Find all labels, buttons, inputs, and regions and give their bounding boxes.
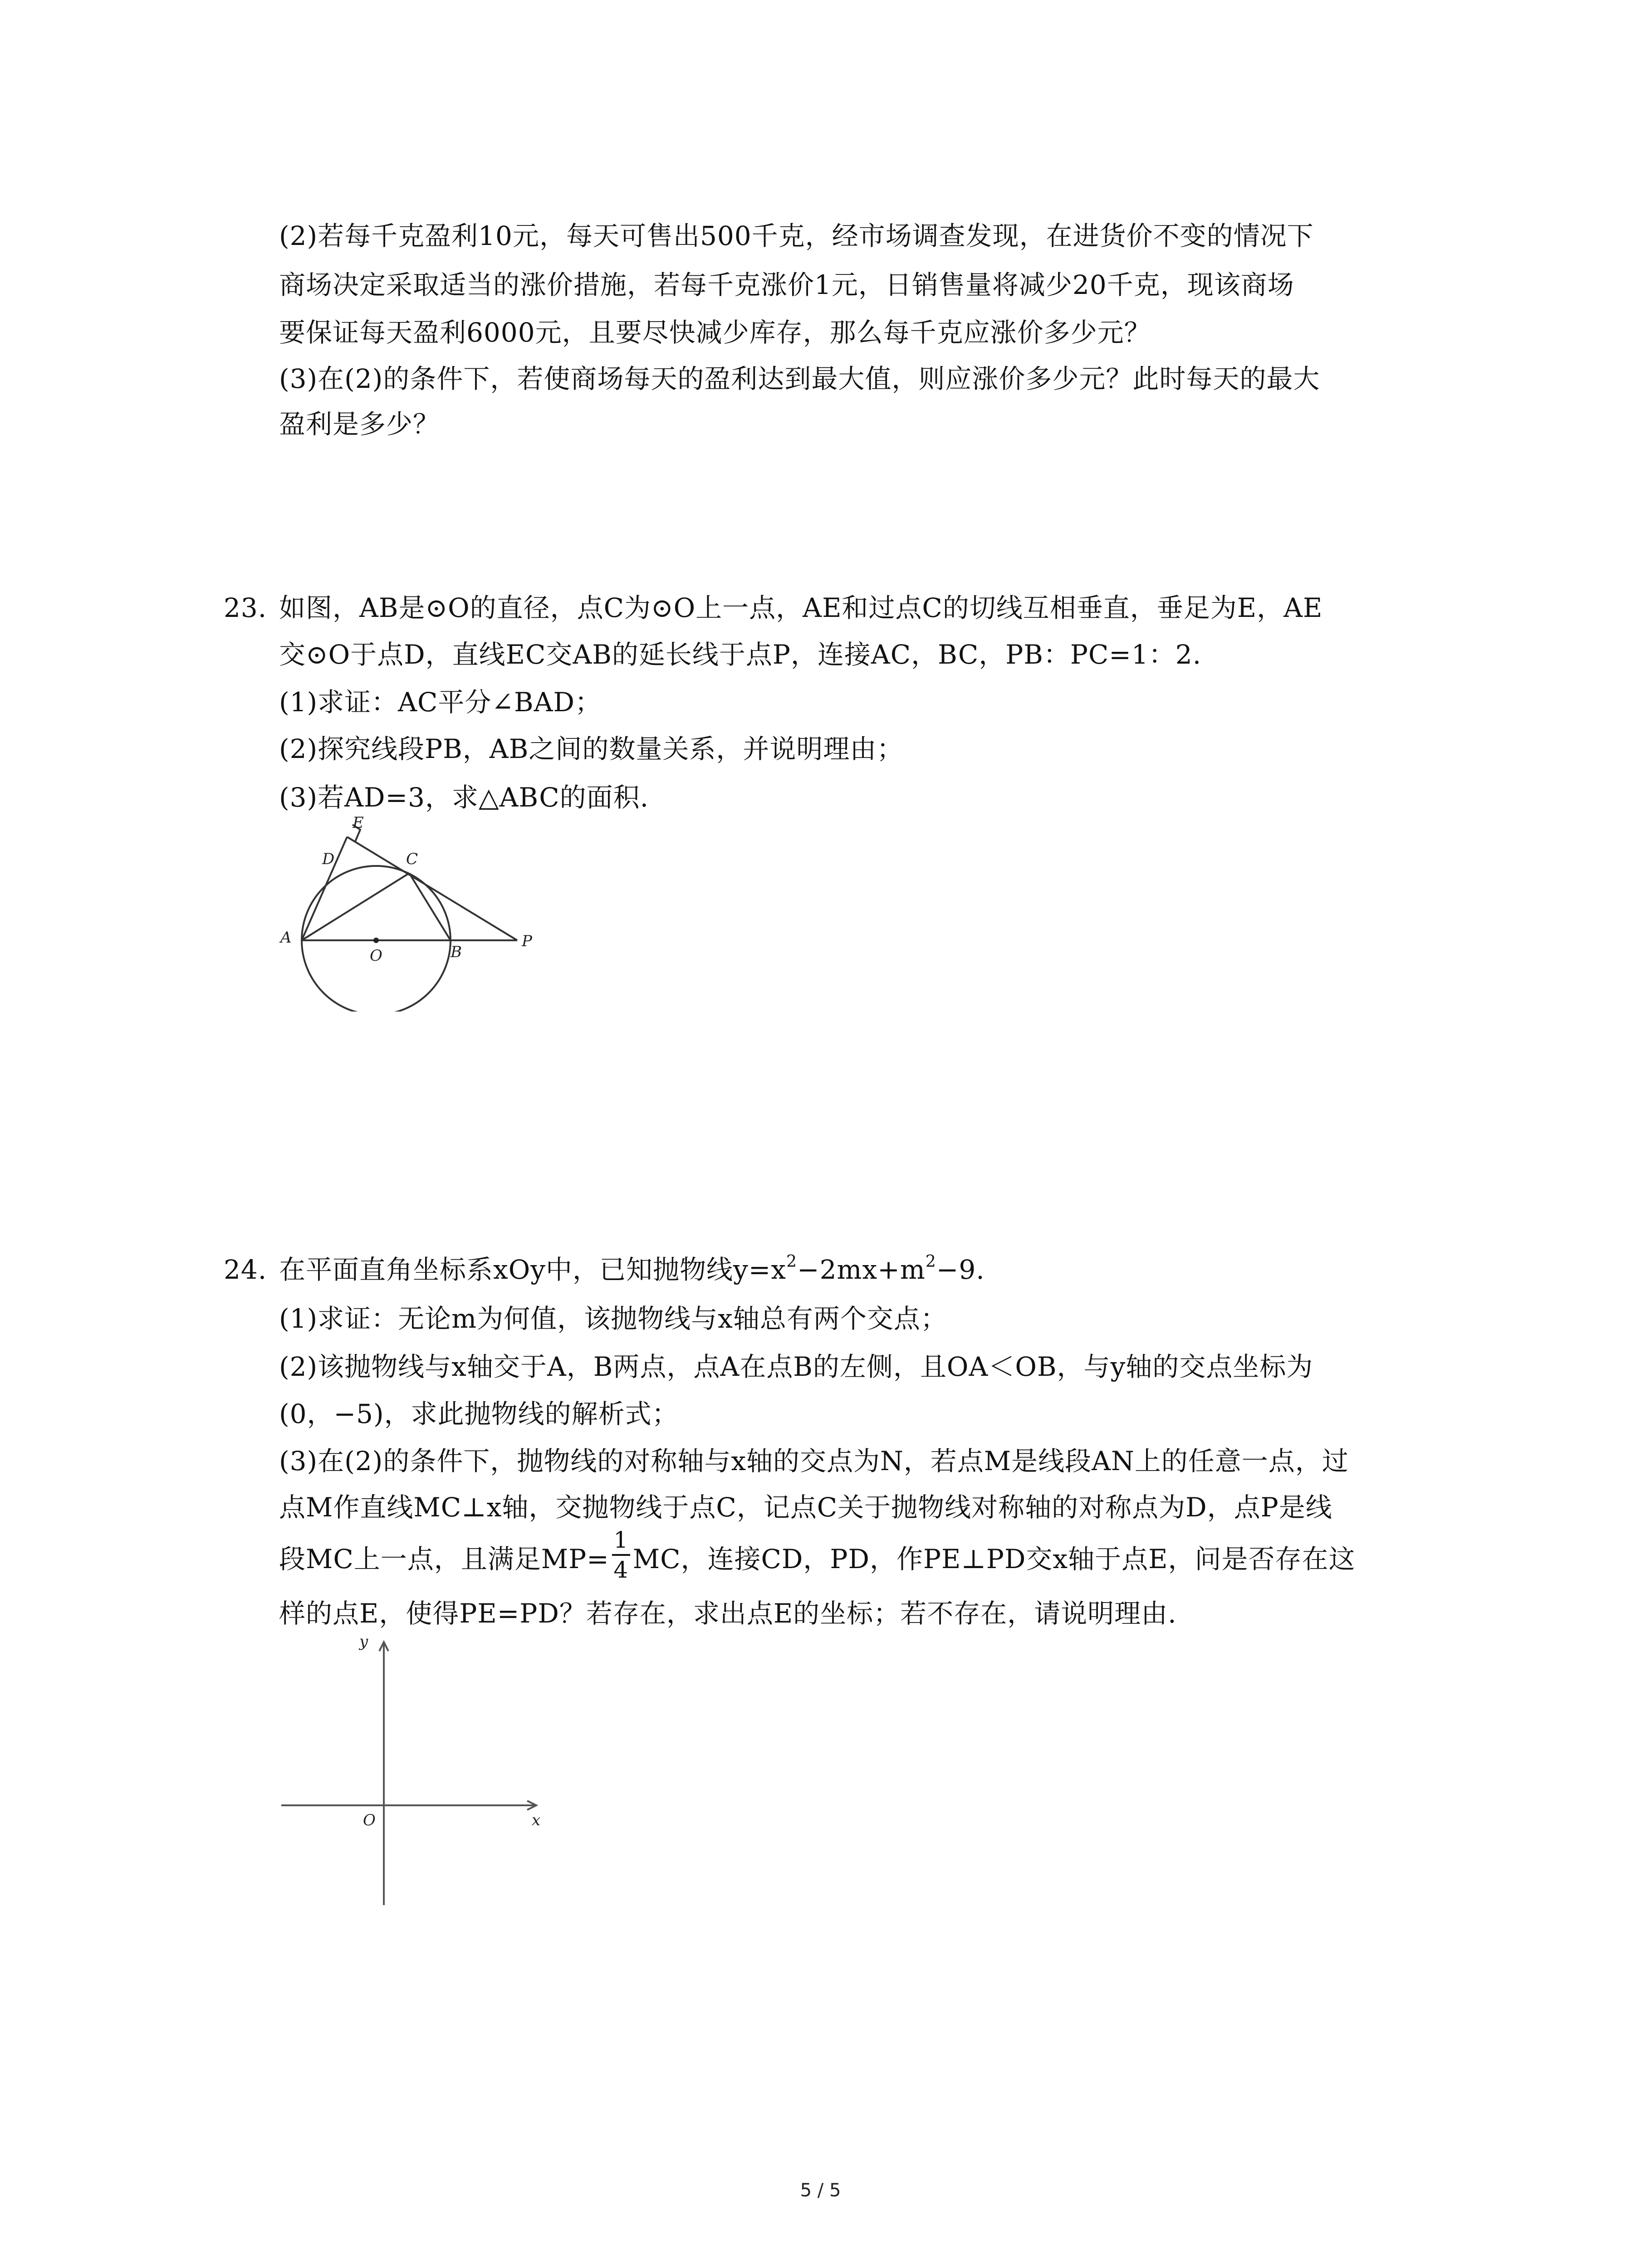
q22-part3-line1: (3)在(2)的条件下，若使商场每天的盈利达到最大值，则应涨价多少元？此时每天的最大 bbox=[279, 363, 1320, 394]
axis-label-o: O bbox=[363, 1811, 376, 1829]
q22-part2-line3: 要保证每天盈利6000元，且要尽快减少库存，那么每千克应涨价多少元？ bbox=[279, 317, 1151, 348]
q22-part2-line2: 商场决定采取适当的涨价措施，若每千克涨价1元，日销售量将减少20千克，现该商场 bbox=[279, 269, 1294, 300]
axis-label-y: y bbox=[359, 1633, 368, 1651]
label-o: O bbox=[370, 947, 382, 965]
line-ac bbox=[302, 873, 409, 940]
q24-axes-figure bbox=[272, 1624, 554, 1914]
q24-part3-line3-b: MC，连接CD，PD，作PE⊥PD交x轴于点E，问是否存在这 bbox=[632, 1544, 1356, 1574]
fraction-one-quarter bbox=[612, 1526, 630, 1583]
q24-part3-line3 bbox=[279, 1526, 1356, 1583]
q24-stem bbox=[279, 1253, 985, 1286]
label-b: B bbox=[451, 943, 462, 961]
label-e: E bbox=[353, 814, 364, 832]
q23-part2: (2)探究线段PB，AB之间的数量关系，并说明理由； bbox=[279, 733, 904, 764]
q23-stem-line1: 如图，AB是⊙O的直径，点C为⊙O上一点，AE和过点C的切线互相垂直，垂足为E，AE bbox=[279, 592, 1323, 623]
fraction-bar bbox=[612, 1554, 630, 1556]
axis-label-x: x bbox=[532, 1811, 541, 1829]
q23-part1: (1)求证：AC平分∠BAD； bbox=[279, 687, 602, 718]
q23-part3: (3)若AD=3，求△ABC的面积. bbox=[279, 782, 649, 813]
q24-stem-part-a: 在平面直角坐标系xOy中，已知抛物线y=x bbox=[279, 1254, 787, 1285]
label-c: C bbox=[406, 850, 418, 868]
q24-part2-line2: (0，−5)，求此抛物线的解析式； bbox=[279, 1398, 679, 1429]
q24-exp-2: 2 bbox=[925, 1252, 936, 1271]
q24-part3-line4: 样的点E，使得PE=PD？若存在，求出点E的坐标；若不存在，请说明理由. bbox=[279, 1598, 1177, 1629]
q24-stem-part-c: −9. bbox=[936, 1254, 985, 1285]
page-number: 5 / 5 bbox=[800, 2180, 841, 2201]
fraction-numerator: 1 bbox=[613, 1526, 629, 1553]
center-dot bbox=[373, 938, 379, 943]
q22-part3-line2: 盈利是多少？ bbox=[279, 409, 440, 440]
label-p: P bbox=[522, 932, 532, 950]
q24-part2-line1: (2)该抛物线与x轴交于A，B两点，点A在点B的左侧，且OA＜OB，与y轴的交点坐标为 bbox=[279, 1351, 1313, 1382]
q24-number: 24. bbox=[224, 1254, 267, 1285]
label-d: D bbox=[322, 850, 335, 868]
q23-circle-figure bbox=[272, 812, 554, 1012]
q24-exp-1: 2 bbox=[786, 1252, 798, 1271]
q23-number: 23. bbox=[224, 592, 267, 623]
line-ep bbox=[347, 837, 517, 940]
fraction-denominator: 4 bbox=[613, 1556, 629, 1583]
q24-part3-line1: (3)在(2)的条件下，抛物线的对称轴与x轴的交点为N，若点M是线段AN上的任意一点，过 bbox=[279, 1446, 1349, 1476]
q24-part1: (1)求证：无论m为何值，该抛物线与x轴总有两个交点； bbox=[279, 1303, 947, 1334]
q24-stem-part-b: −2mx+m bbox=[797, 1254, 926, 1285]
label-a: A bbox=[280, 929, 292, 947]
q24-part3-line2: 点M作直线MC⊥x轴，交抛物线于点C，记点C关于抛物线对称轴的对称点为D，点P是线 bbox=[279, 1492, 1332, 1523]
q22-part2-line1: (2)若每千克盈利10元，每天可售出500千克，经市场调查发现，在进货价不变的情况下 bbox=[279, 220, 1314, 251]
line-bc bbox=[409, 873, 451, 940]
q23-stem-line2: 交⊙O于点D，直线EC交AB的延长线于点P，连接AC，BC，PB：PC=1：2. bbox=[279, 639, 1202, 670]
q24-part3-line3-a: 段MC上一点，且满足MP= bbox=[279, 1544, 609, 1574]
